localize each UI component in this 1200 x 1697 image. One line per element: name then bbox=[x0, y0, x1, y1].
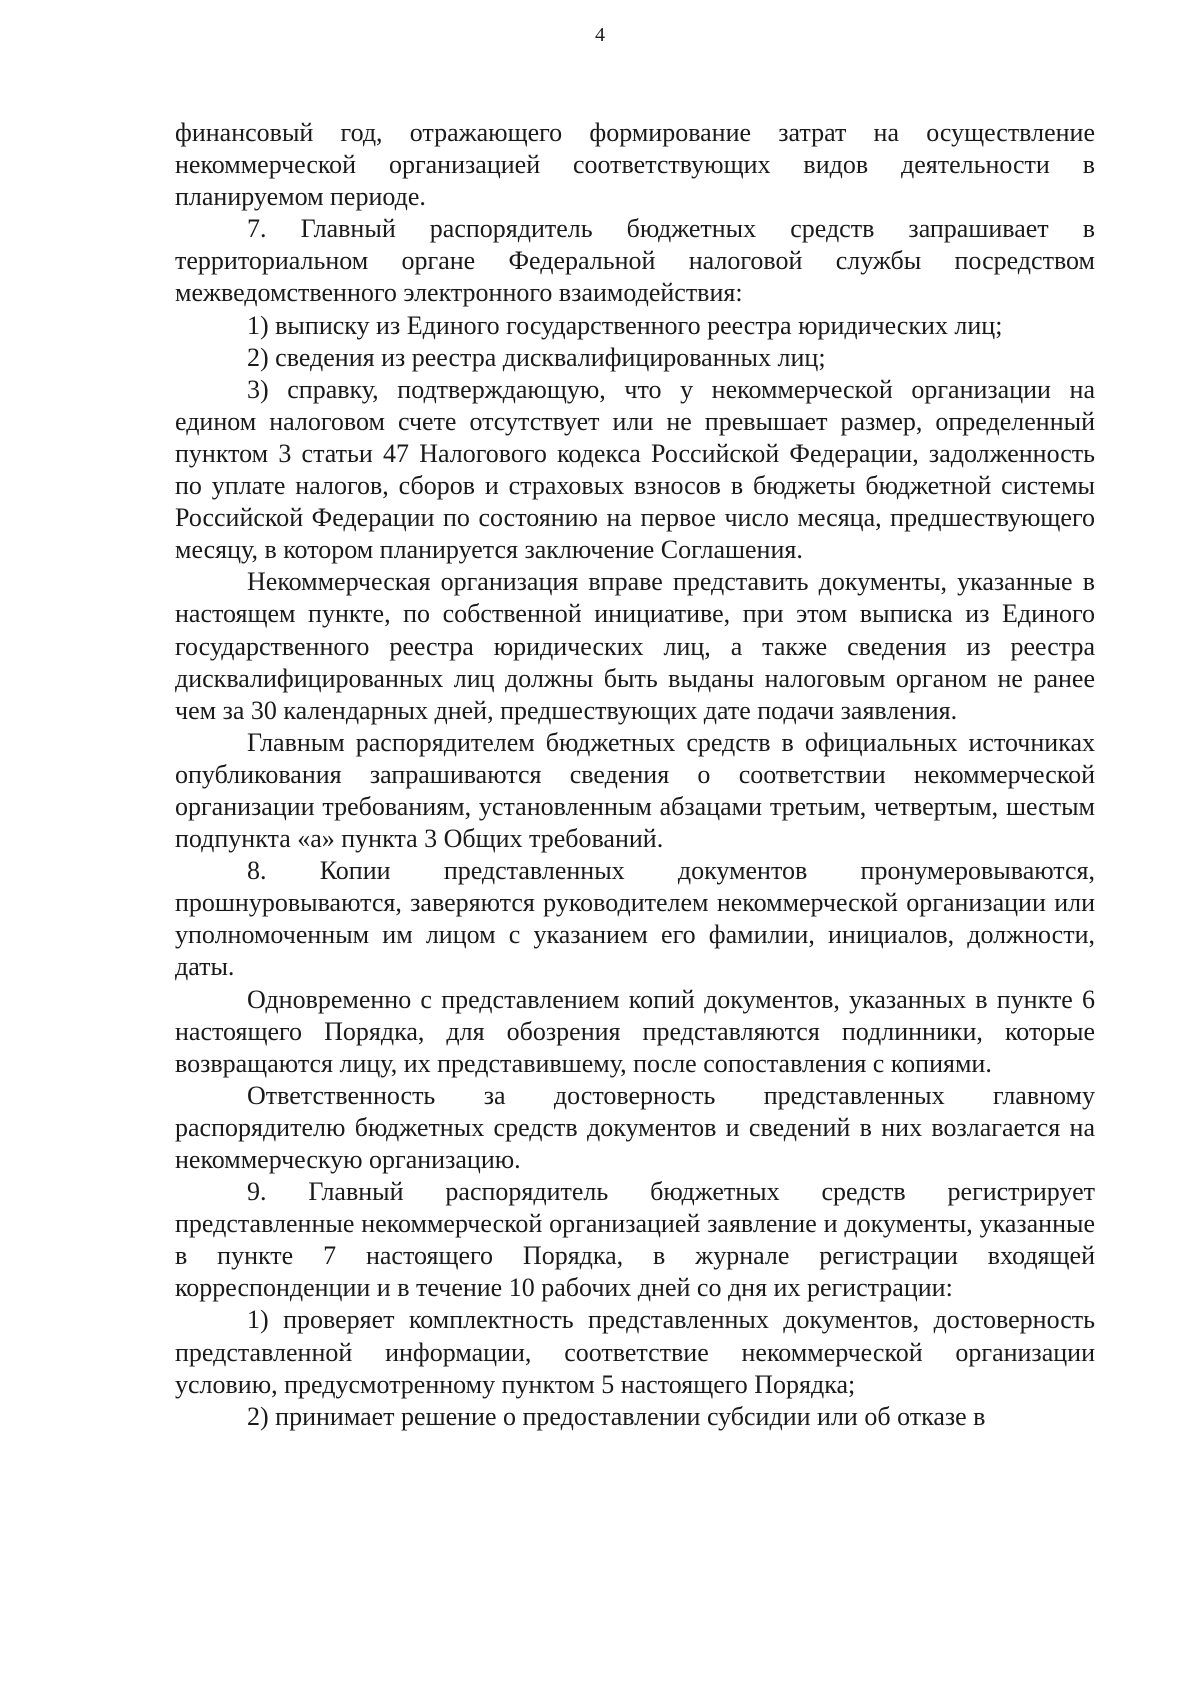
paragraph: 7. Главный распорядитель бюджетных средств запрашивает в территориальном органе Федеральной налоговой службы посредством межведомственного электронного взаимодействия: bbox=[175, 214, 1095, 308]
paragraph: финансовый год, отражающего формирование затрат на осуществление некоммерческой организацией соответствующих видов деятельности в планируемом периоде. bbox=[175, 118, 1095, 212]
paragraph: 2) принимает решение о предоставлении субсидии или об отказе в bbox=[247, 1401, 986, 1431]
document-body bbox=[175, 117, 1095, 1433]
paragraph: 3) справку, подтверждающую, что у некоммерческой организации на едином налоговом счете отсутствует или не превышает размер, определенный пунктом 3 статьи 47 Налогового кодекса Российской Федерации, задолженность по уплате налогов, сборов и страховых взносов в бюджеты бюджетной системы Российской Федерации по состоянию на первое число месяца, предшествующего месяцу, в котором планируется заключение Соглашения. bbox=[175, 374, 1095, 565]
paragraph: Главным распорядителем бюджетных средств в официальных источниках опубликования запрашиваются сведения о соответствии некоммерческой организации требованиям, установленным абзацами третьим, четвертым, шестым подпункта «а» пункта 3 Общих требований. bbox=[175, 727, 1095, 854]
page-number: 4 bbox=[595, 24, 605, 46]
paragraph: Ответственность за достоверность представленных главному распорядителю бюджетных средств документов и сведений в них возлагается на некоммерческую организацию. bbox=[175, 1080, 1095, 1174]
paragraph: 1) проверяет комплектность представленных документов, достоверность представленной информации, соответствие некоммерческой организации условию, предусмотренному пунктом 5 настоящего Порядка; bbox=[175, 1305, 1095, 1399]
paragraph: 2) сведения из реестра дисквалифицированных лиц; bbox=[247, 342, 826, 372]
paragraph: 1) выписку из Единого государственного реестра юридических лиц; bbox=[247, 310, 1003, 340]
paragraph: Одновременно с представлением копий документов, указанных в пункте 6 настоящего Порядка, для обозрения представляются подлинники, которые возвращаются лицу, их представившему, после сопоставления с копиями. bbox=[175, 984, 1095, 1078]
paragraph: 8. Копии представленных документов пронумеровываются, прошнуровываются, заверяются руководителем некоммерческой организации или уполномоченным им лицом с указанием его фамилии, инициалов, должности, даты. bbox=[175, 856, 1095, 982]
paragraph: Некоммерческая организация вправе представить документы, указанные в настоящем пункте, по собственной инициативе, при этом выписка из Единого государственного реестра юридических лиц, а также сведения из реестра дисквалифицированных лиц должны быть выданы налоговым органом не ранее чем за 30 календарных дней, предшествующих дате подачи заявления. bbox=[175, 567, 1095, 725]
paragraph: 9. Главный распорядитель бюджетных средств регистрирует представленные некоммерческой организацией заявление и документы, указанные в пункте 7 настоящего Порядка, в журнале регистрации входящей корреспонденции и в течение 10 рабочих дней со дня их регистрации: bbox=[175, 1177, 1095, 1303]
